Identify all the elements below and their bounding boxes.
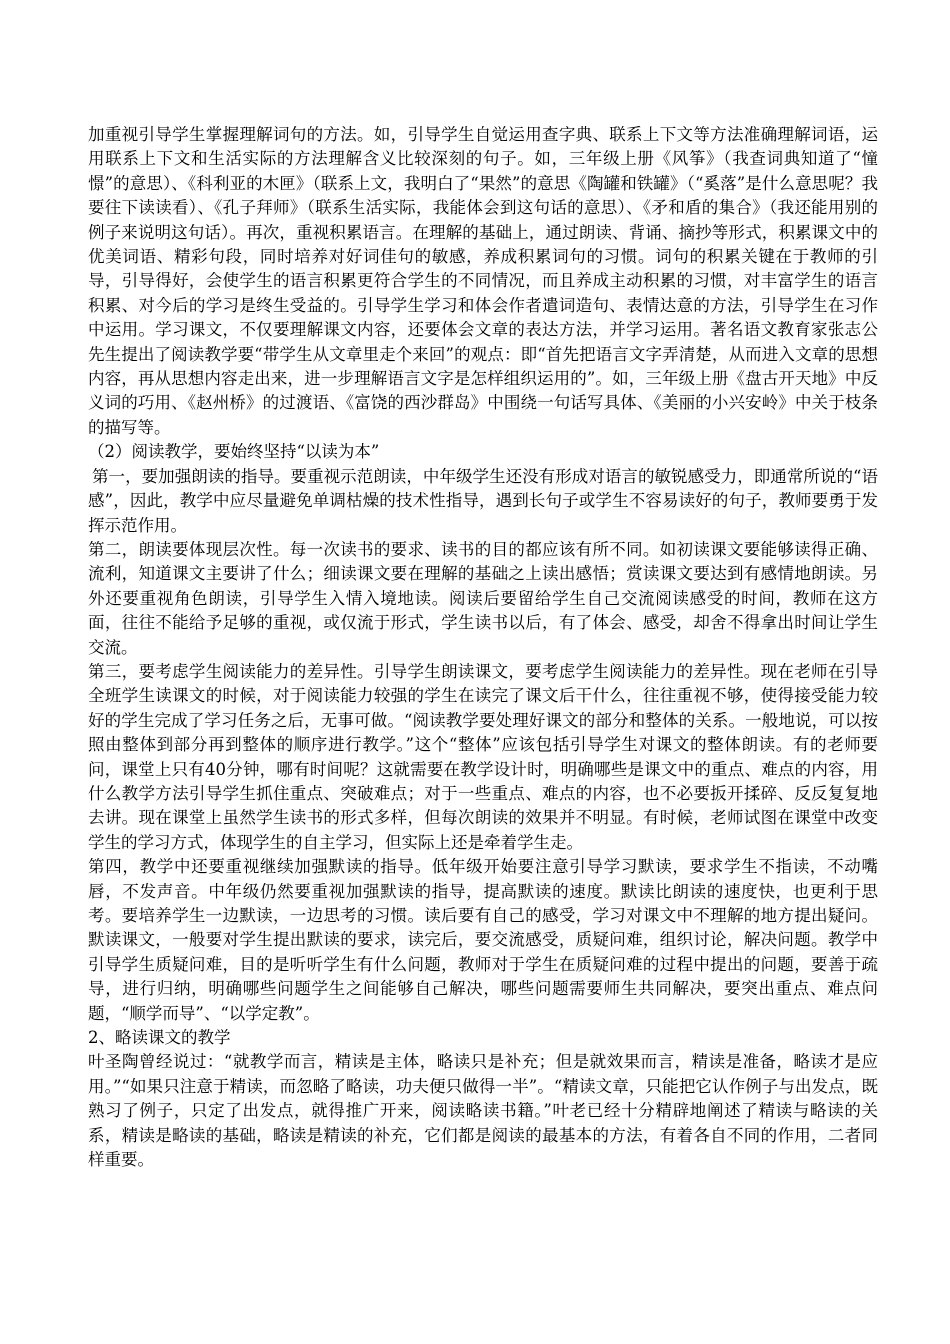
paragraph-first-point: 第一，要加强朗读的指导。要重视示范朗读，中年级学生还没有形成对语言的敏锐感受力，即通常所说的“语感”，因此，教学中应尽量避免单调枯燥的技术性指导，遇到长句子或学生不容易读好的句子，教师要勇于发挥示范作用。 xyxy=(88,466,878,535)
heading-skimming: 2、略读课文的教学 xyxy=(88,1028,231,1048)
paragraph-third-point: 第三，要考虑学生阅读能力的差异性。引导学生朗读课文，要考虑学生阅读能力的差异性。现在老师在引导全班学生读课文的时候，对于阅读能力较强的学生在读完了课文后干什么，往往重视不够，使得接受能力较好的学生完成了学习任务之后，无事可做。“阅读教学要处理好课文的部分和整体的关系。一般地说，可以按照由整体到部分再到整体的顺序进行教学。”这个“整体”应该包括引导学生对课文的整体朗读。有的老师要问，课堂上只有40分钟，哪有时间呢？这就需要在教学设计时，明确哪些是课文中的重点、难点的内容，用什么教学方法引导学生抓住重点、突破难点；对于一些重点、难点的内容，也不必要扳开揉碎、反反复复地去讲。现在课堂上虽然学生读书的形式多样，但每次朗读的效果并不明显。有时候，老师试图在课堂中改变学生的学习方式，体现学生的自主学习，但实际上还是牵着学生走。 xyxy=(88,661,878,852)
paragraph-fourth-point: 第四，教学中还要重视继续加强默读的指导。低年级开始要注意引导学习默读，要求学生不指读，不动嘴唇，不发声音。中年级仍然要重视加强默读的指导，提高默读的速度。默读比朗读的速度快，也更利于思考。要培养学生一边默读，一边思考的习惯。读后要有自己的感受，学习对课文中不理解的地方提出疑问。默读课文，一般要对学生提出默读的要求，读完后，要交流感受，质疑问难，组织讨论，解决问题。教学中引导学生质疑问难，目的是听听学生有什么问题，教师对于学生在质疑问难的过程中提出的问题，要善于疏导，进行归纳，明确哪些问题学生之间能够自己解决，哪些问题需要师生共同解决，要突出重点、难点问题，“顺学而导”、“以学定教”。 xyxy=(88,857,878,1023)
document-body xyxy=(88,123,878,1172)
paragraph-second-point: 第二，朗读要体现层次性。每一次读书的要求、读书的目的都应该有所不同。如初读课文要能够读得正确、流利，知道课文主要讲了什么；细读课文要在理解的基础之上读出感悟；赏读课文要达到有感情地朗读。另外还要重视角色朗读，引导学生入情入境地读。阅读后要留给学生自己交流阅读感受的时间，教师在这方面，往往不能给予足够的重视，或仅流于形式，学生读书以后，有了体会、感受，却舍不得拿出时间让学生交流。 xyxy=(88,539,878,657)
paragraph-word-sentence-methods: 加重视引导学生掌握理解词句的方法。如，引导学生自觉运用查字典、联系上下文等方法准确理解词语，运用联系上下文和生活实际的方法理解含义比较深刻的句子。如，三年级上册《风筝》（我查词典知道了“憧憬”的意思）、《科利亚的木匣》（联系上文，我明白了“果然”的意思《陶罐和铁罐》（“奚落”是什么意思呢？我要往下读读看）、《孔子拜师》（联系生活实际，我能体会到这句话的意思）、《矛和盾的集合》（我还能用别的例子来说明这句话）。再次，重视积累语言。在理解的基础上，通过朗读、背诵、摘抄等形式，积累课文中的优美词语、精彩句段，同时培养对好词佳句的敏感，养成积累词句的习惯。词句的积累关键在于教师的引导，引导得好，会使学生的语言积累更符合学生的不同情况，而且养成主动积累的习惯，对丰富学生的语言积累、对今后的学习是终生受益的。引导学生学习和体会作者遣词造句、表情达意的方法，引导学生在习作中运用。学习课文，不仅要理解课文内容，还要体会文章的表达方法，并学习运用。著名语文教育家张志公先生提出了阅读教学要“带学生从文章里走个来回”的观点：即“首先把语言文字弄清楚，从而进入文章的思想内容，再从思想内容走出来，进一步理解语言文字是怎样组织运用的”。如，三年级上册《盘古开天地》中反义词的巧用、《赵州桥》的过渡语、《富饶的西沙群岛》中围绕一句话写具体、《美丽的小兴安岭》中关于枝条的描写等。 xyxy=(88,125,878,437)
paragraph-ye-shengtao: 叶圣陶曾经说过：“就教学而言，精读是主体，略读只是补充；但是就效果而言，精读是准备，略读才是应用。”“如果只注意于精读，而忽略了略读，功夫便只做得一半”。“精读文章，只能把它认作例子与出发点，既熟习了例子，只定了出发点，就得推广开来，阅读略读书籍。”叶老已经十分精辟地阐述了精读与略读的关系，精读是略读的基础，略读是精读的补充，它们都是阅读的最基本的方法，有着各自不同的作用，二者同样重要。 xyxy=(88,1052,878,1170)
heading-reading-first: （2）阅读教学，要始终坚持“以读为本” xyxy=(88,442,380,462)
